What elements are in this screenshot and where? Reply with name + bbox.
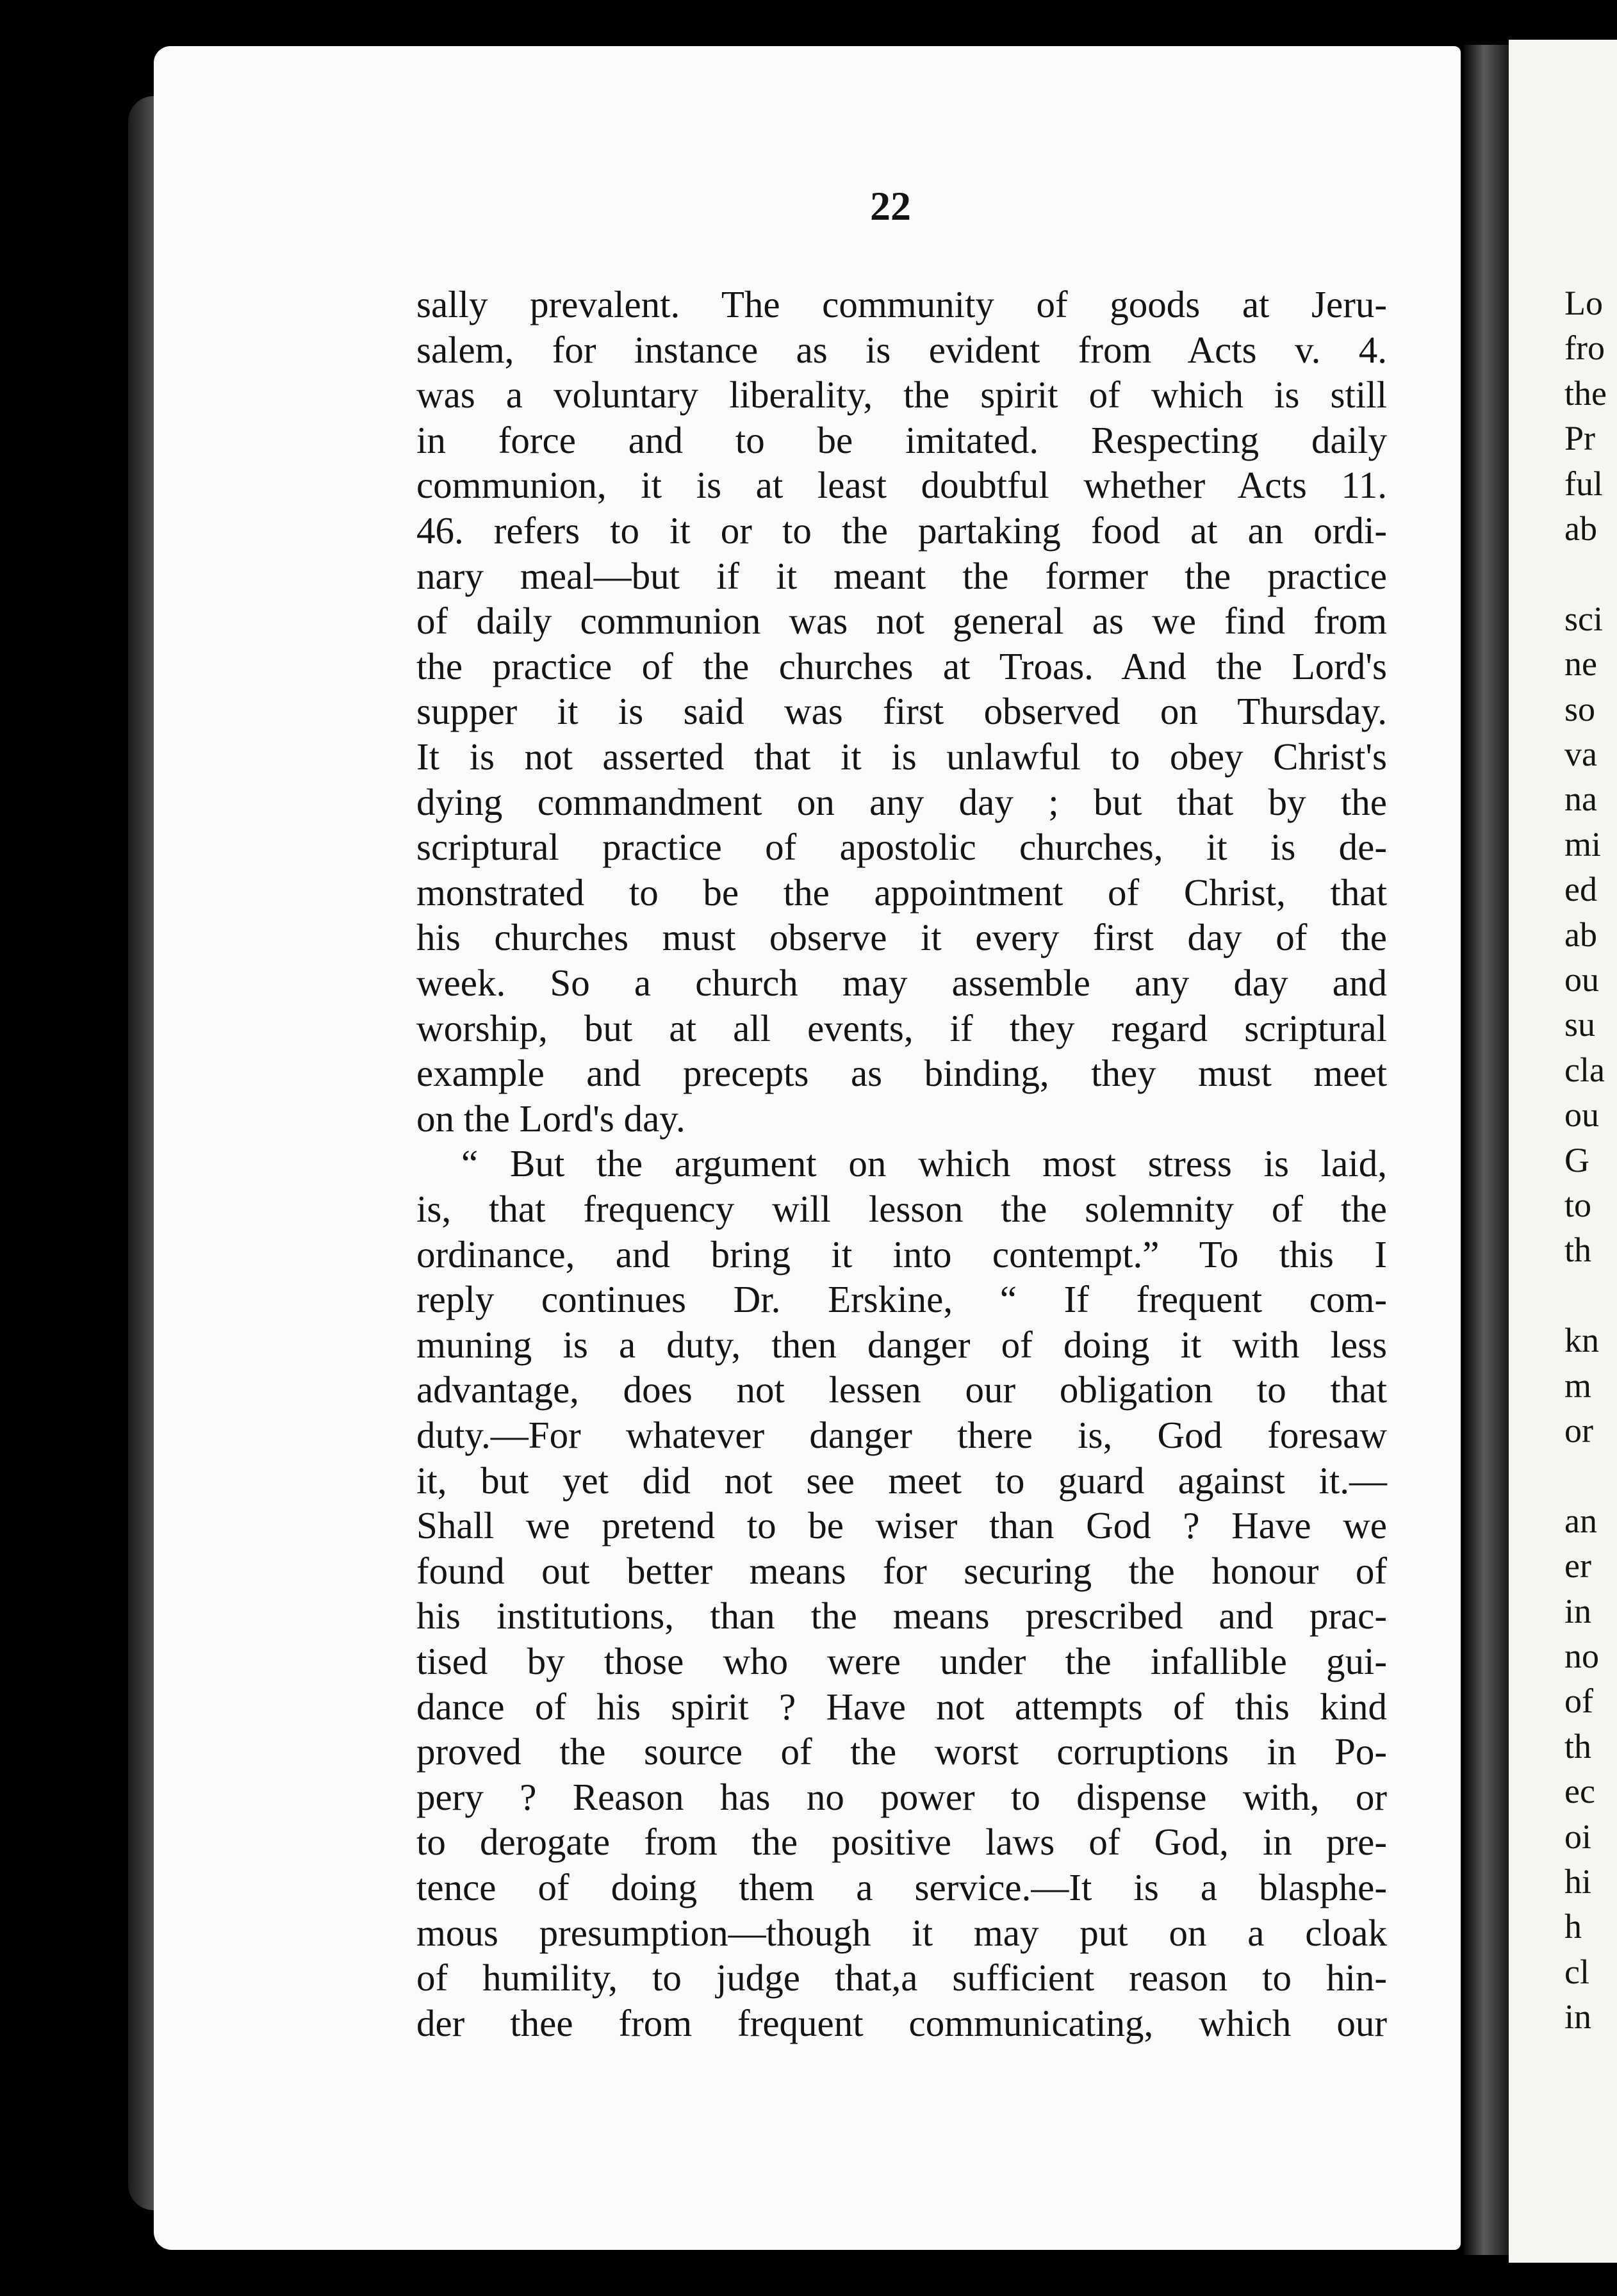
- text-line: example and precepts as binding, they must meet: [416, 1052, 1387, 1094]
- facing-page-line: er: [1564, 1546, 1591, 1585]
- facing-page-line: in: [1564, 1592, 1592, 1630]
- facing-page-line: ec: [1564, 1772, 1595, 1810]
- text-line: It is not asserted that it is unlawful to obey Christ's: [416, 735, 1387, 778]
- facing-page-line: ou: [1564, 1095, 1599, 1134]
- facing-page-line: fro: [1564, 329, 1605, 367]
- facing-page-line: ed: [1564, 870, 1597, 908]
- facing-page-line: va: [1564, 735, 1597, 773]
- facing-page-line: kn: [1564, 1321, 1599, 1359]
- facing-page-line: ab: [1564, 915, 1597, 954]
- facing-page-line: of: [1564, 1682, 1593, 1720]
- facing-page-line: th: [1564, 1231, 1592, 1269]
- text-line: communion, it is at least doubtful whether Acts 11.: [416, 464, 1387, 506]
- page-number: 22: [870, 183, 911, 229]
- text-line: it, but yet did not see meet to guard against it.—: [416, 1459, 1387, 1502]
- text-line: week. So a church may assemble any day and: [416, 962, 1387, 1004]
- facing-page-line: cl: [1564, 1953, 1589, 1991]
- text-line: tence of doing them a service.—It is a blasphe-: [416, 1866, 1387, 1908]
- text-line: “ But the argument on which most stress is laid,: [461, 1142, 1387, 1185]
- text-line: supper it is said was first observed on Thursday.: [416, 690, 1387, 732]
- facing-page-line: th: [1564, 1727, 1592, 1766]
- facing-page-line: ful: [1564, 464, 1603, 503]
- facing-page-line: Pr: [1564, 419, 1596, 457]
- text-line: der thee from frequent communicating, which our: [416, 2002, 1387, 2044]
- facing-page-line: [1564, 552, 1617, 594]
- text-line: tised by those who were under the infallible gui-: [416, 1640, 1387, 1682]
- text-line: monstrated to be the appointment of Christ, that: [416, 871, 1387, 914]
- text-line: in force and to be imitated. Respecting daily: [416, 419, 1387, 461]
- text-line: reply continues Dr. Erskine, “ If frequent com-: [416, 1278, 1387, 1320]
- facing-page-line: ou: [1564, 960, 1599, 999]
- text-line: scriptural practice of apostolic churches, it is de-: [416, 826, 1387, 868]
- text-line: worship, but at all events, if they regard scriptural: [416, 1007, 1387, 1049]
- facing-page-line: Lo: [1564, 284, 1603, 322]
- facing-page-line: h: [1564, 1907, 1582, 1946]
- text-line: the practice of the churches at Troas. And the Lord's: [416, 645, 1387, 687]
- facing-page-line: na: [1564, 780, 1597, 818]
- facing-page-line: m: [1564, 1366, 1592, 1405]
- text-line: 46. refers to it or to the partaking food at an ordi-: [416, 509, 1387, 552]
- facing-page-line: no: [1564, 1637, 1599, 1675]
- facing-page-line: [1564, 1454, 1617, 1496]
- facing-page-line: an: [1564, 1502, 1597, 1540]
- text-line: found out better means for securing the honour of: [416, 1550, 1387, 1592]
- facing-page-line: the: [1564, 374, 1607, 413]
- text-line: dance of his spirit ? Have not attempts of this kind: [416, 1685, 1387, 1728]
- text-line: nary meal—but if it meant the former the practice: [416, 555, 1387, 597]
- facing-page-line: sci: [1564, 600, 1603, 638]
- facing-page-line: so: [1564, 690, 1596, 728]
- text-line: advantage, does not lessen our obligation to that: [416, 1368, 1387, 1411]
- facing-page-line: su: [1564, 1005, 1596, 1044]
- text-line: is, that frequency will lesson the solemnity of the: [416, 1188, 1387, 1230]
- facing-page-line: ab: [1564, 509, 1597, 548]
- text-line: ordinance, and bring it into contempt.” To this I: [416, 1233, 1387, 1275]
- text-line: proved the source of the worst corruptions in Po-: [416, 1730, 1387, 1773]
- facing-page-line: [1564, 1274, 1617, 1316]
- facing-page-line: mi: [1564, 825, 1602, 864]
- text-line: duty.—For whatever danger there is, God foresaw: [416, 1414, 1387, 1456]
- facing-page-line: in: [1564, 1997, 1592, 2036]
- facing-page-line: cla: [1564, 1051, 1605, 1089]
- text-line: salem, for instance as is evident from Acts v. 4.: [416, 329, 1387, 371]
- facing-page-line: to: [1564, 1186, 1592, 1224]
- text-line: pery ? Reason has no power to dispense with, or: [416, 1776, 1387, 1818]
- text-line: was a voluntary liberality, the spirit of which is still: [416, 373, 1387, 416]
- text-line: to derogate from the positive laws of God, in pre-: [416, 1821, 1387, 1863]
- text-line: dying commandment on any day ; but that by the: [416, 781, 1387, 823]
- text-line: sally prevalent. The community of goods at Jeru-: [416, 283, 1387, 325]
- text-line: his churches must observe it every first day of the: [416, 916, 1387, 958]
- text-line: of daily communion was not general as we find from: [416, 600, 1387, 642]
- text-line: mous presumption—though it may put on a cloak: [416, 1912, 1387, 1954]
- text-line: on the Lord's day.: [416, 1097, 685, 1140]
- book-gutter: [1464, 45, 1509, 2255]
- text-line: his institutions, than the means prescribed and prac-: [416, 1595, 1387, 1637]
- facing-page-line: or: [1564, 1411, 1593, 1450]
- facing-page-line: oi: [1564, 1817, 1592, 1856]
- facing-page-line: G: [1564, 1141, 1589, 1179]
- facing-page-line: ne: [1564, 644, 1597, 683]
- text-line: muning is a duty, then danger of doing it with less: [416, 1324, 1387, 1366]
- text-line: Shall we pretend to be wiser than God ? Have we: [416, 1504, 1387, 1546]
- text-line: of humility, to judge that,a sufficient reason to hin-: [416, 1956, 1387, 1999]
- facing-page-line: hi: [1564, 1862, 1592, 1901]
